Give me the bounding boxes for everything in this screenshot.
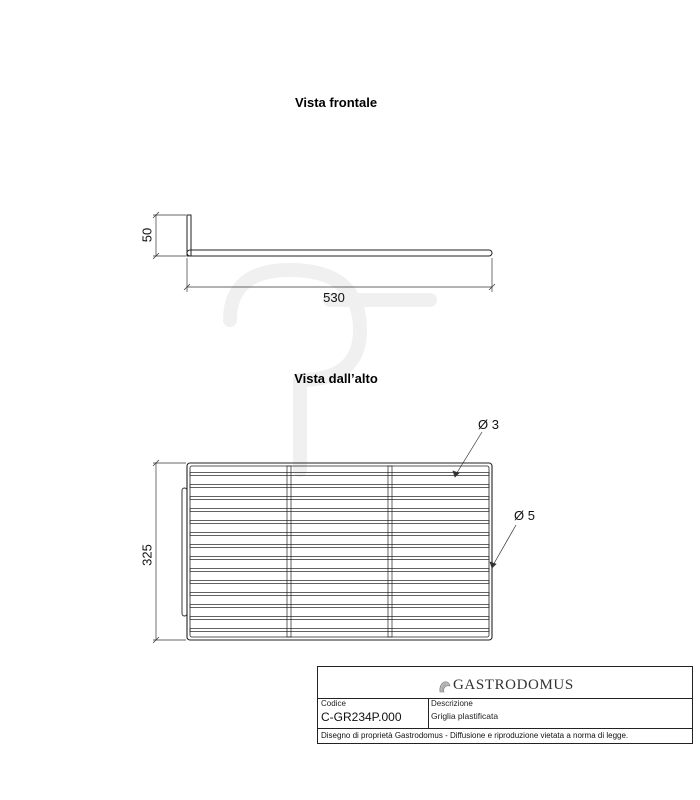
- front-view-title: Vista frontale: [294, 95, 378, 110]
- front-height-label: 50: [139, 227, 155, 243]
- frame-diameter-label: Ø 5: [514, 508, 535, 523]
- front-view-drawing: [187, 215, 492, 256]
- front-height-dimension: [153, 212, 186, 259]
- grid-wire: [190, 557, 489, 560]
- description-value: Griglia plastificata: [431, 711, 499, 721]
- grid-wire: [190, 533, 489, 536]
- grid-wire: [190, 509, 489, 512]
- description-label: Descrizione: [431, 699, 473, 708]
- grid-wire: [190, 605, 489, 608]
- top-depth-label: 325: [139, 544, 155, 566]
- ownership-notice: Disegno di proprietà Gastrodomus - Diffusione e riproduzione vietata a norma di legge.: [321, 731, 629, 740]
- wire-diameter-leader: [453, 432, 482, 477]
- grid-wire: [190, 593, 489, 596]
- grid-wire: [190, 569, 489, 572]
- top-view-drawing: [182, 463, 492, 640]
- wire-diameter-label: Ø 3: [478, 417, 499, 432]
- grid-wire: [190, 485, 489, 488]
- frame-diameter-leader: [490, 525, 516, 568]
- code-label: Codice: [321, 699, 346, 708]
- brand-row: [318, 667, 692, 699]
- info-row: [318, 698, 692, 729]
- grid-wire: [190, 545, 489, 548]
- grid-wire: [190, 521, 489, 524]
- grid-wire: [190, 497, 489, 500]
- grid-wires: [190, 473, 489, 632]
- brand-name: GASTRODOMUS: [453, 677, 574, 693]
- code-value: C-GR234P.000: [321, 710, 402, 724]
- top-depth-dimension: [153, 460, 186, 643]
- grid-rods: [287, 466, 392, 637]
- code-cell: [318, 698, 429, 728]
- grid-wire: [190, 617, 489, 620]
- grid-wire: [190, 473, 489, 476]
- seashell-logo-icon: [438, 680, 452, 694]
- grid-wire: [190, 581, 489, 584]
- front-width-label: 530: [323, 290, 345, 305]
- grid-wire: [190, 629, 489, 632]
- title-block: [317, 666, 693, 744]
- top-view-title: Vista dall’alto: [294, 371, 378, 386]
- description-cell: [428, 698, 692, 728]
- front-width-dimension: [184, 258, 495, 292]
- brand-logo: [438, 674, 574, 694]
